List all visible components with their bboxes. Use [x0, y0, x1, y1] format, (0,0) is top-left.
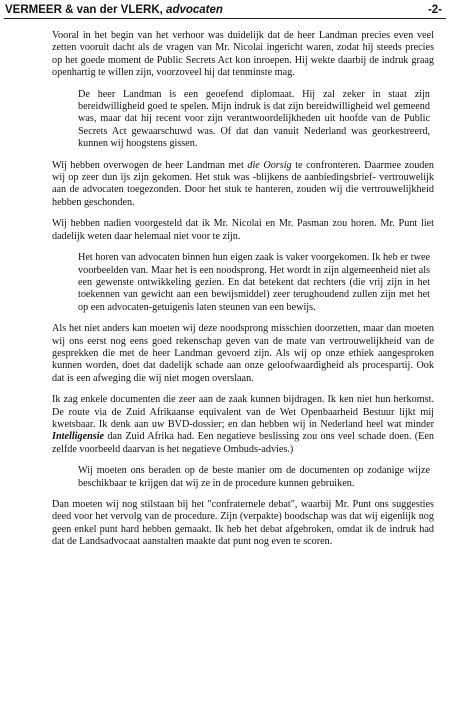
paragraph-proposal: Wij hebben nadien voorgesteld dat ik Mr. Nicolai en Mr. Pasman zou horen. Mr. Punt liet dadelijk weten daar helemaal niet voor te zijn. — [52, 218, 434, 242]
paragraph-debate: Dan moeten wij nog stilstaan bij het "confraternele debat", waarbij Mr. Punt ons suggesties deed voor het vervolg van de procedure. Zijn (verpakte) boodschap was dat wij eigenlijk nog geen enkel punt hard hebben gemaakt. Ik heb het debat afgebroken, omdat ik de indruk had dat de Landsadvocaat aanstalten maakte dat punt nog even te scoren. — [52, 499, 434, 548]
quote-lawyer-testimony: Het horen van advocaten binnen hun eigen zaak is vaker voorgekomen. Ik heb er twee voorbeelden van. Maar het is een noodsprong. Het wordt in zijn algemeenheid niet als een gewenste ontwikkeling gezien. En dat betekent dat rechters (die vrij zijn in het toekennen van gewicht aan een bewijsmiddel) zeer terughoudend zullen zijn met het op een advocaten-getuigenis laten steunen van een bewijs. — [78, 252, 430, 313]
firm-name-suffix: advocaten — [166, 4, 223, 16]
paragraph-documents — [52, 394, 434, 456]
header-rule — [4, 18, 446, 19]
documents-text-after: dan Zuid Afrika had. Een negatieve beslissing zou ons veel schade doen. (Een zelfde voorbeeld daarvan is het negatieve Ombuds-advies.) — [52, 431, 434, 455]
firm-name-main: VERMEER & van der VLERK, — [5, 4, 163, 16]
oorsig-text-after: te confronteren. Daarmee zouden wij op zeer dun ijs zijn gekomen. Het stuk was -blijkens de aanbiedingsbrief- vertrouwelijk aan de advocaten toegezonden. Door het stuk te hanteren, zouden wij die vertrouwelijkheid hebben geschonden. — [52, 159, 434, 208]
page-header — [5, 2, 442, 18]
letter-body — [52, 30, 434, 549]
paragraph-interrogation: Vooral in het begin van het verhoor was duidelijk dat de heer Landman precies even veel zetten vooruit dacht als de vragen van Mr. Nicolai ingericht waren, zodat hij steeds precies op het goede moment de Public Secrets Act kon inroepen. Hij wekte daarbij de indruk graag openhartig te willen zijn, voorzoveel hij dat tenminste mag. — [52, 30, 434, 79]
quote-documents-strategy: Wij moeten ons beraden op de beste manier om de documenten op zodanige wijze beschikbaar te krijgen dat wij ze in de procedure kunnen gebruiken. — [78, 465, 430, 489]
intelligensie-term: Intelligensie — [52, 431, 105, 443]
page-number: -2- — [427, 4, 442, 16]
paragraph-ethics: Als het niet anders kan moeten wij deze noodsprong misschien doorzetten, maar dan moeten wij ons eerst nog eens goed rekenschap geven van de mate van vertrouwelijkheid van de gesprekken die met de heer Landman gevoerd zijn. Als wij op onze ethiek aangesproken kunnen worden, doet dat dadelijk schade aan onze geloofwaardigheid als procespartij. Ook dat is een afweging die wij niet mogen overslaan. — [52, 323, 434, 384]
oorsig-title: die Oorsig — [247, 159, 292, 171]
paragraph-oorsig — [52, 160, 434, 210]
documents-text-before: Ik zag enkele documenten die zeer aan de zaak kunnen bijdragen. Ik ken niet hun herkomst. De route via de Zuid Afrikaanse equivalent van de Wet Openbaarheid Bestuur lijkt mij kwetsbaar. Ik denk aan uw BVD-dossier; en dan hebben wij in Nederland heel wat minder — [52, 394, 434, 430]
oorsig-text-before: Wij hebben overwogen de heer Landman met — [52, 159, 248, 171]
quote-diplomat: De heer Landman is een geoefend diplomaat. Hij zal zeker in staat zijn bereidwilligheid goed te spelen. Mijn indruk is dat zijn bereidwilligheid wel gemeend was, maar dat hij recent voor zijn verantwoordelijkheden uit hoofde van de Public Secrets Act gewaarschuwd was. Of dat dan vanuit Nederland was georkestreerd, kunnen wij hoogstens gissen. — [78, 88, 430, 150]
firm-name — [5, 2, 223, 18]
